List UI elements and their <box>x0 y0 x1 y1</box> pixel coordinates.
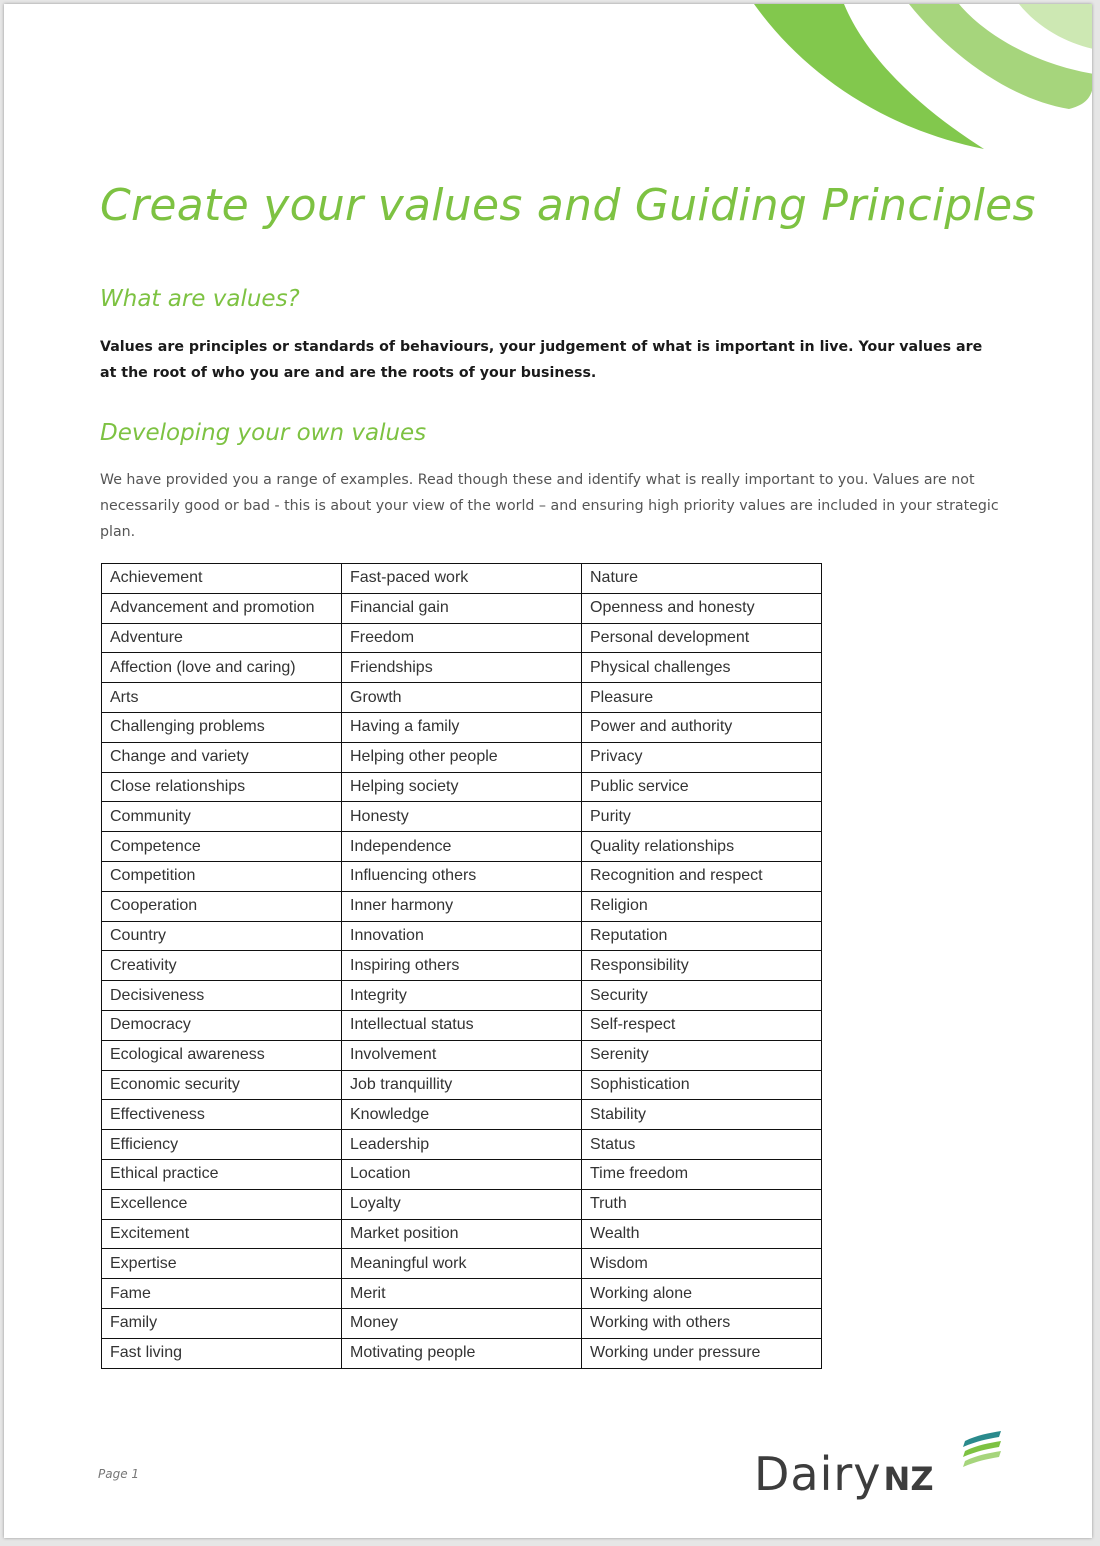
table-cell: Religion <box>582 891 822 921</box>
table-cell: Location <box>342 1159 582 1189</box>
table-cell: Having a family <box>342 712 582 742</box>
table-row <box>102 1040 822 1070</box>
table-cell: Country <box>102 921 342 951</box>
table-cell: Security <box>582 981 822 1011</box>
table-cell: Excitement <box>102 1219 342 1249</box>
table-cell: Physical challenges <box>582 653 822 683</box>
table-row <box>102 1100 822 1130</box>
table-row <box>102 653 822 683</box>
dairynz-logo <box>754 1429 934 1509</box>
table-cell: Innovation <box>342 921 582 951</box>
table-cell: Fame <box>102 1279 342 1309</box>
values-table <box>101 563 822 1369</box>
table-cell: Wisdom <box>582 1249 822 1279</box>
table-cell: Purity <box>582 802 822 832</box>
table-cell: Freedom <box>342 623 582 653</box>
table-row <box>102 683 822 713</box>
table-row <box>102 1338 822 1368</box>
logo-wordmark-dairy: Dairy <box>754 1447 882 1501</box>
table-row <box>102 981 822 1011</box>
table-cell: Recognition and respect <box>582 861 822 891</box>
table-cell: Meaningful work <box>342 1249 582 1279</box>
table-cell: Inner harmony <box>342 891 582 921</box>
table-cell: Merit <box>342 1279 582 1309</box>
table-cell: Economic security <box>102 1070 342 1100</box>
table-cell: Competence <box>102 832 342 862</box>
table-cell: Status <box>582 1130 822 1160</box>
table-row <box>102 772 822 802</box>
section-heading-what-are-values: What are values? <box>100 286 300 312</box>
table-cell: Personal development <box>582 623 822 653</box>
table-cell: Nature <box>582 564 822 594</box>
table-cell: Loyalty <box>342 1189 582 1219</box>
table-cell: Involvement <box>342 1040 582 1070</box>
table-cell: Family <box>102 1308 342 1338</box>
table-cell: Decisiveness <box>102 981 342 1011</box>
table-cell: Working under pressure <box>582 1338 822 1368</box>
logo-wordmark-nz: NZ <box>883 1460 934 1498</box>
table-cell: Achievement <box>102 564 342 594</box>
table-cell: Inspiring others <box>342 951 582 981</box>
table-cell: Privacy <box>582 742 822 772</box>
table-row <box>102 1130 822 1160</box>
dairynz-stripes-icon <box>959 1429 1005 1473</box>
green-swoosh-graphic <box>734 4 1092 154</box>
table-cell: Reputation <box>582 921 822 951</box>
table-cell: Arts <box>102 683 342 713</box>
table-cell: Cooperation <box>102 891 342 921</box>
table-cell: Community <box>102 802 342 832</box>
table-row <box>102 861 822 891</box>
table-row <box>102 1279 822 1309</box>
table-cell: Adventure <box>102 623 342 653</box>
table-cell: Pleasure <box>582 683 822 713</box>
table-cell: Effectiveness <box>102 1100 342 1130</box>
table-row <box>102 1308 822 1338</box>
table-cell: Responsibility <box>582 951 822 981</box>
table-cell: Stability <box>582 1100 822 1130</box>
table-cell: Creativity <box>102 951 342 981</box>
table-row <box>102 593 822 623</box>
table-cell: Knowledge <box>342 1100 582 1130</box>
table-row <box>102 1189 822 1219</box>
table-cell: Influencing others <box>342 861 582 891</box>
table-cell: Competition <box>102 861 342 891</box>
table-cell: Helping other people <box>342 742 582 772</box>
table-cell: Motivating people <box>342 1338 582 1368</box>
table-cell: Wealth <box>582 1219 822 1249</box>
table-cell: Money <box>342 1308 582 1338</box>
table-cell: Self-respect <box>582 1010 822 1040</box>
developing-values-text: We have provided you a range of examples. Read though these and identify what is really important to you. Values are not necessarily good or bad - this is about your view of the world – and ensuring high priority values are included in your strategic plan. <box>100 472 999 540</box>
table-cell: Financial gain <box>342 593 582 623</box>
table-row <box>102 742 822 772</box>
table-cell: Sophistication <box>582 1070 822 1100</box>
table-cell: Job tranquillity <box>342 1070 582 1100</box>
table-cell: Fast-paced work <box>342 564 582 594</box>
table-cell: Excellence <box>102 1189 342 1219</box>
table-cell: Market position <box>342 1219 582 1249</box>
table-cell: Public service <box>582 772 822 802</box>
table-cell: Fast living <box>102 1338 342 1368</box>
table-cell: Efficiency <box>102 1130 342 1160</box>
table-row <box>102 1070 822 1100</box>
table-cell: Challenging problems <box>102 712 342 742</box>
table-cell: Ethical practice <box>102 1159 342 1189</box>
table-cell: Growth <box>342 683 582 713</box>
page-number: Page 1 <box>98 1467 140 1481</box>
table-row <box>102 712 822 742</box>
table-cell: Truth <box>582 1189 822 1219</box>
page-title: Create your values and Guiding Principles <box>100 180 1036 231</box>
document-page <box>4 4 1092 1538</box>
table-cell: Affection (love and caring) <box>102 653 342 683</box>
table-row <box>102 891 822 921</box>
table-cell: Working with others <box>582 1308 822 1338</box>
table-cell: Integrity <box>342 981 582 1011</box>
section-heading-developing-values: Developing your own values <box>100 420 427 446</box>
table-cell: Intellectual status <box>342 1010 582 1040</box>
table-row <box>102 921 822 951</box>
table-cell: Expertise <box>102 1249 342 1279</box>
table-cell: Close relationships <box>102 772 342 802</box>
table-cell: Serenity <box>582 1040 822 1070</box>
table-cell: Ecological awareness <box>102 1040 342 1070</box>
table-row <box>102 832 822 862</box>
table-cell: Advancement and promotion <box>102 593 342 623</box>
table-cell: Honesty <box>342 802 582 832</box>
table-cell: Change and variety <box>102 742 342 772</box>
values-definition-text: Values are principles or standards of behaviours, your judgement of what is important in live. Your values are at the root of who you are and are the roots of your business. <box>100 339 983 381</box>
table-cell: Leadership <box>342 1130 582 1160</box>
table-cell: Quality relationships <box>582 832 822 862</box>
table-cell: Friendships <box>342 653 582 683</box>
table-row <box>102 564 822 594</box>
table-row <box>102 1159 822 1189</box>
table-row <box>102 1219 822 1249</box>
table-cell: Time freedom <box>582 1159 822 1189</box>
table-row <box>102 951 822 981</box>
table-cell: Working alone <box>582 1279 822 1309</box>
table-cell: Helping society <box>342 772 582 802</box>
table-row <box>102 1010 822 1040</box>
values-table-body <box>102 564 822 1369</box>
table-row <box>102 623 822 653</box>
table-cell: Power and authority <box>582 712 822 742</box>
table-row <box>102 1249 822 1279</box>
table-cell: Independence <box>342 832 582 862</box>
table-row <box>102 802 822 832</box>
table-cell: Openness and honesty <box>582 593 822 623</box>
table-cell: Democracy <box>102 1010 342 1040</box>
